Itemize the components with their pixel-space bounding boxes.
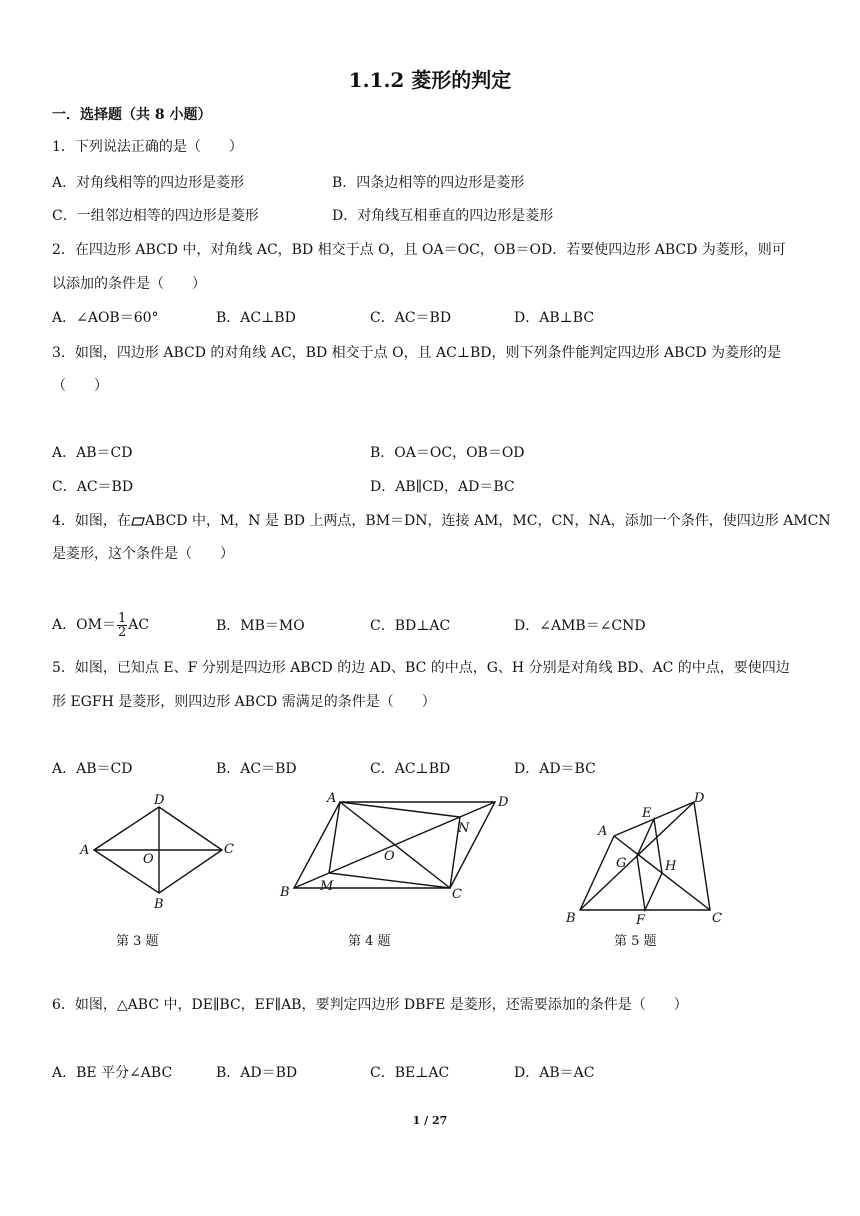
fraction-denominator: 2 [117, 624, 127, 640]
q3-option-a: A．AB＝CD [52, 445, 133, 461]
q5-stem-line1: 5．如图，已知点 E、F 分别是四边形 ABCD 的边 AD、BC 的中点，G、H 分别是对角线 BD、AC 的中点，要使四边 [52, 660, 790, 676]
q2-option-b: B．AC⊥BD [216, 310, 296, 326]
q4-option-c: C．BD⊥AC [370, 618, 451, 634]
page-number: 1 / 27 [412, 1114, 448, 1127]
q3-option-c: C．AC＝BD [52, 479, 134, 495]
q6-stem: 6．如图，△ABC 中，DE∥BC，EF∥AB，要判定四边形 DBFE 是菱形，还需要添加的条件是（ ） [52, 997, 688, 1013]
diagonal-bd [294, 802, 495, 888]
q5-option-d: D．AD＝BC [514, 761, 596, 777]
q1-option-a: A．对角线相等的四边形是菱形 [52, 175, 245, 191]
q5-stem-line2: 形 EGFH 是菱形，则四边形 ABCD 需满足的条件是（ ） [52, 694, 436, 710]
label-o: O [143, 852, 154, 867]
q3-option-b: B．OA＝OC，OB＝OD [370, 445, 525, 461]
label-o: O [384, 849, 395, 864]
q6-option-d: D．AB＝AC [514, 1065, 595, 1081]
label-e: E [642, 806, 652, 821]
fraction-numerator: 1 [117, 610, 127, 626]
label-a: A [80, 843, 90, 858]
label-a: A [598, 824, 608, 839]
figure-4-parallelogram [272, 790, 522, 910]
label-f: F [636, 913, 646, 928]
q5-option-c: C．AC⊥BD [370, 761, 451, 777]
q1-option-b: B．四条边相等的四边形是菱形 [332, 175, 525, 191]
label-d: D [498, 795, 509, 810]
q4-option-a-suffix: AC [128, 617, 150, 633]
figure-5-caption: 第 5 题 [614, 934, 657, 949]
q2-option-a: A．∠AOB＝60° [52, 310, 159, 326]
parallelogram-icon [131, 517, 145, 526]
label-a: A [327, 791, 337, 806]
q4-option-b: B．MB＝MO [216, 618, 305, 634]
section-heading: 一．选择题（共 8 小题） [52, 107, 212, 123]
q6-option-b: B．AD＝BD [216, 1065, 298, 1081]
label-n: N [458, 821, 470, 836]
q6-option-a: A．BE 平分∠ABC [52, 1065, 173, 1081]
q6-option-c: C．BE⊥AC [370, 1065, 450, 1081]
q2-option-d: D．AB⊥BC [514, 310, 595, 326]
q3-stem-line1: 3．如图，四边形 ABCD 的对角线 AC，BD 相交于点 O，且 AC⊥BD，则下列条件能判定四边形 ABCD 为菱形的是 [52, 345, 782, 361]
q4-option-d: D．∠AMB＝∠CND [514, 618, 646, 634]
label-b: B [280, 885, 290, 900]
label-h: H [665, 859, 677, 874]
label-c: C [712, 911, 722, 926]
label-b: B [154, 897, 164, 912]
label-d: D [694, 791, 705, 806]
q5-option-a: A．AB＝CD [52, 761, 133, 777]
label-g: G [616, 856, 627, 871]
q1-option-c: C．一组邻边相等的四边形是菱形 [52, 208, 259, 224]
q5-option-b: B．AC＝BD [216, 761, 297, 777]
q1-stem: 1．下列说法正确的是（ ） [52, 139, 243, 155]
q4-stem-text: ABCD 中，M，N 是 BD 上两点，BM＝DN，连接 AM，MC，CN，NA，添加一个条件，使四边形 AMCN [144, 513, 831, 529]
q4-option-a [52, 610, 149, 640]
figure-3-caption: 第 3 题 [116, 934, 159, 949]
q2-stem-line2: 以添加的条件是（ ） [52, 276, 206, 292]
label-d: D [154, 793, 165, 808]
q4-option-a-prefix: A．OM＝ [52, 617, 116, 633]
figure-4-caption: 第 4 题 [348, 934, 391, 949]
fraction-one-half [117, 612, 127, 639]
q3-option-d: D．AB∥CD，AD＝BC [370, 479, 515, 495]
q4-stem-line2: 是菱形，这个条件是（ ） [52, 546, 234, 562]
page-title: 1.1.2 菱形的判定 [348, 68, 512, 92]
figure-3-rhombus [76, 792, 246, 912]
q3-stem-line2: （ ） [52, 378, 108, 394]
label-c: C [224, 842, 234, 857]
q4-stem-line1 [52, 512, 831, 530]
quadrilateral-egfh [637, 819, 662, 910]
label-b: B [566, 911, 576, 926]
q1-option-d: D．对角线互相垂直的四边形是菱形 [332, 208, 554, 224]
q4-stem-prefix: 4．如图，在 [52, 513, 131, 529]
label-m: M [320, 879, 334, 894]
q2-option-c: C．AC＝BD [370, 310, 452, 326]
q2-stem-line1: 2．在四边形 ABCD 中，对角线 AC，BD 相交于点 O，且 OA＝OC，OB＝OD．若要使四边形 ABCD 为菱形，则可 [52, 242, 786, 258]
figure-5-quadrilateral [560, 786, 730, 928]
label-c: C [452, 887, 462, 902]
